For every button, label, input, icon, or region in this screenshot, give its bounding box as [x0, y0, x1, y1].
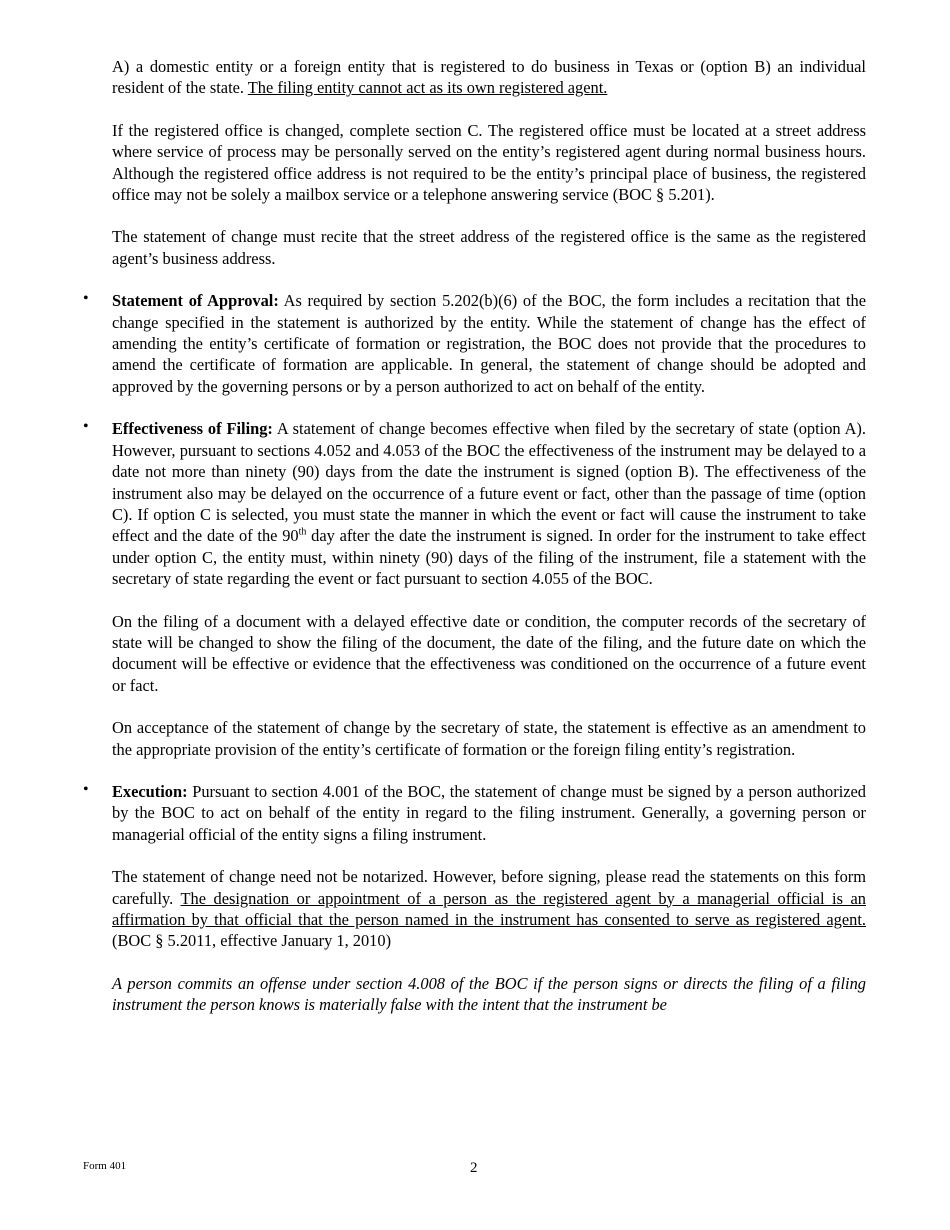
registered-agent-text: A) a domestic entity or a foreign entity that is registered to do business in Texas or (option B) an individual resident of the state. [112, 57, 866, 98]
notarization-underlined-text: The designation or appointment of a person as the registered agent by a managerial official is an affirmation by that official that the person named in the instrument has consented to serve as registered agent. [112, 888, 866, 929]
effectiveness-text-part2: day after the date the instrument is signed. In order for the instrument to take effect under option C, the entity must, within ninety (90) days of the filing of the instrument, file a statement with the secretary of state regarding the event or fact pursuant to section 4.055 of the BOC. [112, 526, 866, 589]
statement-of-approval-paragraph [112, 290, 866, 397]
notarization-text: The statement of change need not be notarized. However, before signing, please read the statements on this form carefully. [112, 867, 866, 908]
execution-heading: Execution: [112, 781, 188, 801]
acceptance-paragraph: On acceptance of the statement of change by the secretary of state, the statement is effective as an amendment to the appropriate provision of the entity’s certificate of formation or the foreign filing entity’s registration. [112, 718, 866, 759]
registered-office-paragraph: If the registered office is changed, complete section C. The registered office must be located at a street address where service of process may be personally served on the entity’s registered agent during normal business hours. Although the registered office address is not required to be the entity’s principal place of business, the registered office may not be solely a mailbox service or a telephone answering service (BOC § 5.201). [112, 120, 866, 205]
bullet-icon: • [83, 290, 89, 308]
notarization-citation: (BOC § 5.2011, effective January 1, 2010) [112, 931, 392, 951]
page-number: 2 [470, 1160, 478, 1176]
execution-item [83, 780, 866, 845]
statement-of-approval-heading: Statement of Approval: [112, 291, 279, 311]
effectiveness-of-filing-item [83, 418, 866, 589]
document-body [83, 56, 866, 1016]
offense-paragraph: A person commits an offense under section 4.008 of the BOC if the person signs or directs the filing of a filing instrument the person knows is materially false with the intent that the instrument be [112, 973, 866, 1015]
registered-agent-underlined-text: The filing entity cannot act as its own registered agent. [247, 78, 608, 98]
execution-paragraph [112, 781, 866, 845]
registered-agent-paragraph [112, 56, 866, 99]
effectiveness-of-filing-heading: Effectiveness of Filing: [112, 419, 273, 439]
delayed-effective-paragraph: On the filing of a document with a delayed effective date or condition, the computer records of the secretary of state will be changed to show the filing of the document, the date of the filing, and the future date on which the document will be effective or evidence that the effectiveness was conditioned on the occurrence of a future event or fact. [112, 611, 866, 695]
bullet-icon: • [83, 780, 89, 798]
statement-of-approval-text: As required by section 5.202(b)(6) of the BOC, the form includes a recitation that the change specified in the statement is authorized by the entity. While the statement of change has the effect of amending the entity’s certificate of formation or registration, the BOC does not provide that the procedures to amend the certificate of formation are applicable. In general, the statement of change should be adopted and approved by the governing persons or by a person authorized to act on behalf of the entity. [112, 291, 866, 396]
ordinal-superscript: th [298, 526, 307, 538]
execution-text: Pursuant to section 4.001 of the BOC, the statement of change must be signed by a person authorized by the BOC to act on behalf of the entity in regard to the filing instrument. Generally, a governing person or managerial official of the entity signs a filing instrument. [112, 781, 866, 844]
statement-of-approval-item [83, 290, 866, 397]
effectiveness-text-part1: A statement of change becomes effective when filed by the secretary of state (option A). However, pursuant to sections 4.052 and 4.053 of the BOC the effectiveness of the instrument may be delayed to a date not more than ninety (90) days from the date the instrument is signed (option B). The effectiveness of the instrument also may be delayed on the occurrence of a future event or fact, other than the passage of time (option C). If option C is selected, you must state the manner in which the event or fact will cause the instrument to take effect and the date of the 90 [112, 419, 866, 546]
effectiveness-of-filing-paragraph [112, 418, 866, 589]
bullet-icon: • [83, 418, 89, 436]
statement-address-paragraph: The statement of change must recite that the street address of the registered office is the same as the registered agent’s business address. [112, 227, 866, 268]
footer-form-label: Form 401 [83, 1160, 127, 1172]
notarization-paragraph [112, 866, 866, 952]
